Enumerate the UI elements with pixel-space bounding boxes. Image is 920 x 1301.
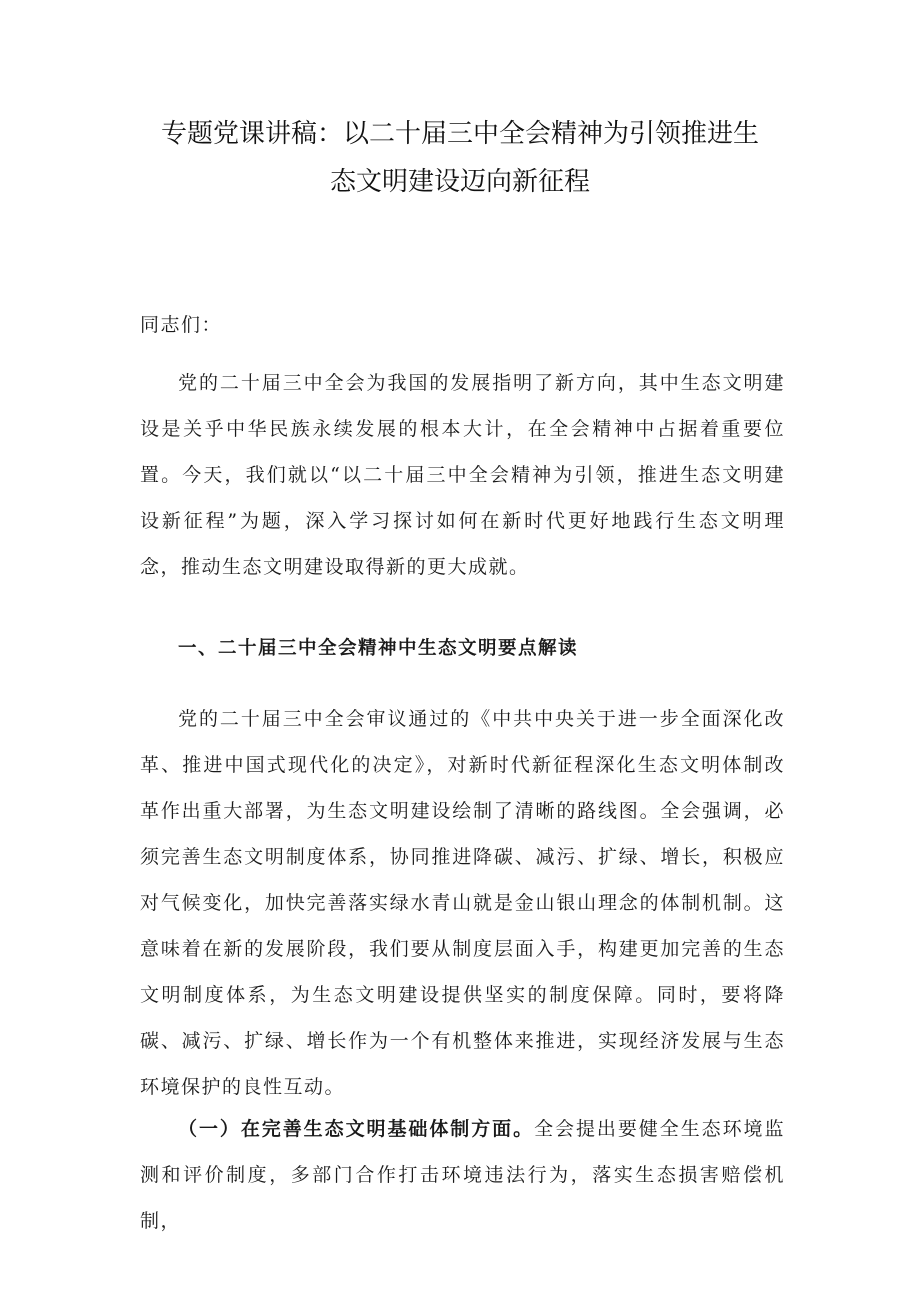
subsection-lead: （一）在完善生态文明基础体制方面。 <box>178 1118 535 1140</box>
title-line-1: 专题党课讲稿：以二十届三中全会精神为引领推进生 <box>160 119 759 149</box>
section-heading-1: 一、二十届三中全会精神中生态文明要点解读 <box>178 638 579 659</box>
document-title <box>130 110 790 206</box>
paragraph-intro: 党的二十届三中全会为我国的发展指明了新方向，其中生态文明建设是关乎中华民族永续发展的根本大计，在全会精神中占据着重要位置。今天，我们就以“以二十届三中全会精神为引领，推进生态文明建设新征程”为题，深入学习探讨如何在新时代更好地践行生态文明理念，推动生态文明建设取得新的更大成就。 <box>140 372 785 578</box>
title-line-2: 态文明建设迈向新征程 <box>329 167 590 197</box>
paragraph-subsection-1 <box>140 1106 785 1244</box>
paragraph-section-1: 党的二十届三中全会审议通过的《中共中央关于进一步全面深化改革、推进中国式现代化的决定》，对新时代新征程深化生态文明体制改革作出重大部署，为生态文明建设绘制了清晰的路线图。全会强调，必须完善生态文明制度体系，协同推进降碳、减污、扩绿、增长，积极应对气候变化，加快完善落实绿水青山就是金山银山理念的体制机制。这意味着在新的发展阶段，我们要从制度层面入手，构建更加完善的生态文明制度体系，为生态文明建设提供坚实的制度保障。同时，要将降碳、减污、扩绿、增长作为一个有机整体来推进，实现经济发展与生态环境保护的良性互动。 <box>140 708 785 1098</box>
subsection-text: 全会提出要健全生态环境监测和评价制度，多部门合作打击环境违法行为，落实生态损害赔偿机制， <box>140 1118 785 1232</box>
salutation: 同志们： <box>140 314 223 336</box>
